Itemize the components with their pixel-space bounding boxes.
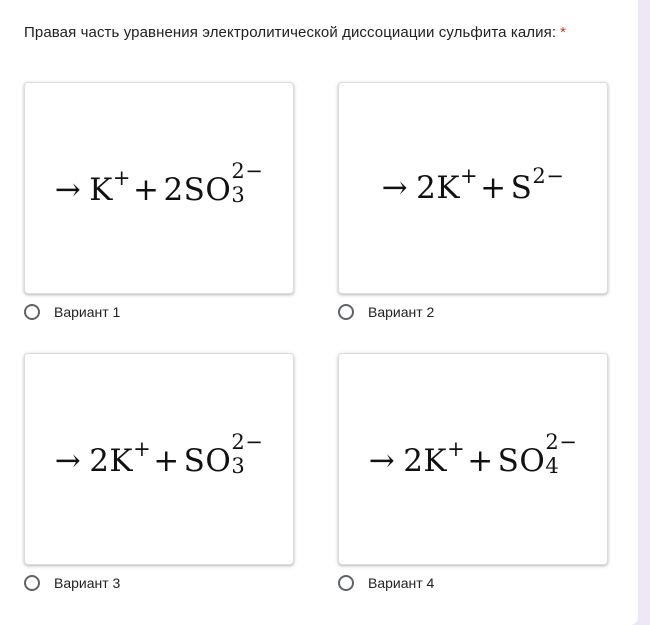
option-3-image[interactable] [24,353,294,565]
option-1-label: Вариант 1 [54,304,121,320]
question-title [24,24,566,41]
formula-cation: 2K [89,442,134,479]
option-3-radio[interactable] [24,575,40,591]
formula-cation-charge: + [133,436,152,461]
formula-anion-charge: 2− [231,159,264,184]
option-1-radio-row[interactable] [24,304,120,320]
formula-anion-subscript: 3 [231,182,246,207]
required-asterisk: * [560,24,567,41]
formula-plus: + [480,170,507,206]
formula-cation: 2K [403,442,448,479]
arrow-icon: → [368,442,396,479]
formula-anion-subscript: 4 [545,453,560,478]
option-1-formula [54,159,264,208]
option-4-radio[interactable] [338,575,354,591]
formula-anion-charge: 2− [545,430,578,455]
arrow-icon: → [381,170,409,206]
formula-anion-charge: 2− [532,164,565,188]
formula-cation: 2K [416,170,461,206]
formula-anion-charge: 2− [231,430,264,455]
formula-anion-scripts [545,430,578,479]
arrow-icon: → [54,171,82,208]
formula-cation-charge: + [447,436,466,461]
formula-anion-scripts [231,430,264,479]
formula-anion-scripts [231,159,264,208]
question-text: Правая часть уравнения электролитической диссоциации сульфита калия: [24,24,557,41]
option-3-label: Вариант 3 [54,575,121,591]
formula-plus: + [153,442,180,479]
option-4-label: Вариант 4 [368,575,435,591]
arrow-icon: → [54,442,82,479]
formula-cation-charge: + [460,164,479,188]
option-2-radio[interactable] [338,304,354,320]
formula-plus: + [132,171,160,208]
option-4-radio-row[interactable] [338,575,434,591]
formula-anion: S [510,170,533,206]
formula-anion: SO [497,442,546,479]
option-2-formula [381,164,565,206]
option-3-formula [54,430,264,479]
option-1-radio[interactable] [24,304,40,320]
option-1-image[interactable] [24,82,294,294]
formula-plus: + [467,442,494,479]
formula-anion-subscript: 3 [231,453,246,478]
option-4-formula [368,430,578,479]
option-2-image[interactable] [338,82,608,294]
option-2-radio-row[interactable] [338,304,434,320]
formula-anion: SO [183,442,232,479]
option-3-radio-row[interactable] [24,575,120,591]
formula-cation: K [89,171,113,208]
formula-cation-charge: + [112,165,131,190]
option-4-image[interactable] [338,353,608,565]
option-2-label: Вариант 2 [368,304,435,320]
formula-anion: 2SO [163,171,232,208]
